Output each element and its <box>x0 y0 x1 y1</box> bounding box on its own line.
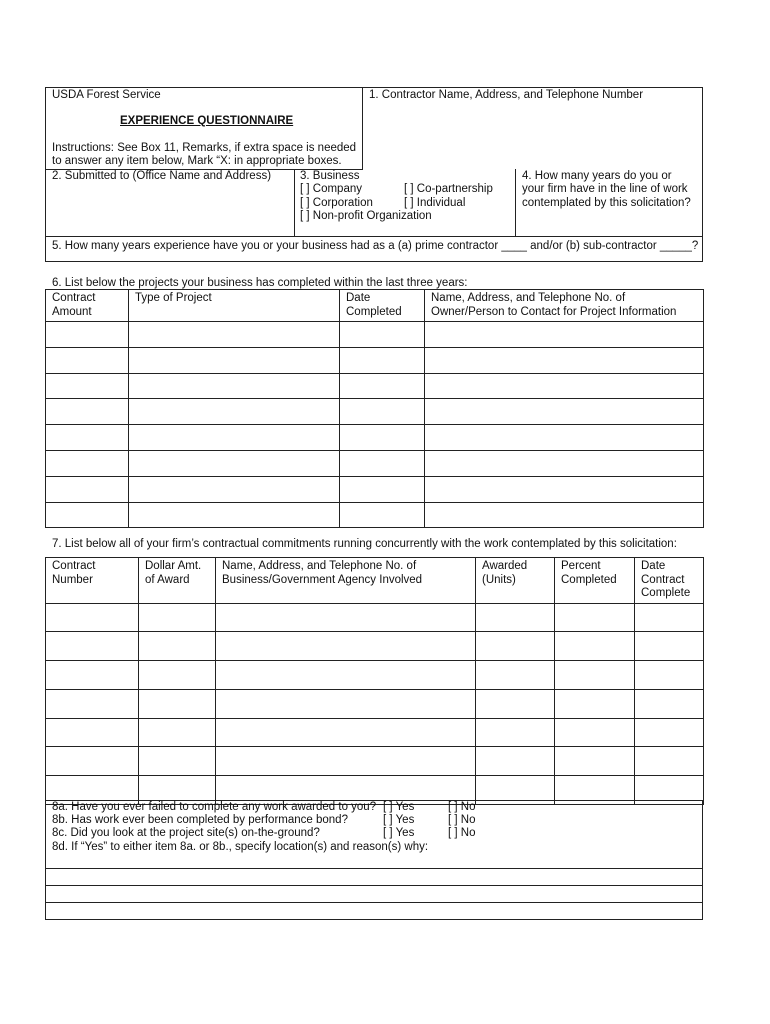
table-row <box>46 373 704 399</box>
question-8a: 8a. Have you ever failed to complete any work awarded to you? <box>52 801 377 813</box>
checkbox-copartnership[interactable]: [ ] Co-partnership <box>404 183 493 195</box>
box3-business-label: 3. Business <box>300 170 360 182</box>
commitments-header-text: Percent <box>561 560 601 572</box>
projects-cell[interactable] <box>340 347 425 373</box>
commitments-cell[interactable] <box>139 747 216 776</box>
projects-cell[interactable] <box>46 347 129 373</box>
commitments-cell[interactable] <box>216 747 476 776</box>
commitments-cell[interactable] <box>635 747 704 776</box>
projects-cell[interactable] <box>340 502 425 528</box>
instructions-line-1: Instructions: See Box 11, Remarks, if extra space is needed <box>52 142 357 154</box>
commitments-cell[interactable] <box>635 632 704 661</box>
projects-cell[interactable] <box>129 322 340 348</box>
projects-cell[interactable] <box>425 425 704 451</box>
commitments-cell[interactable] <box>555 747 635 776</box>
projects-cell[interactable] <box>46 425 129 451</box>
table-row <box>46 632 704 661</box>
projects-header-text: Date <box>346 292 371 304</box>
table-row <box>46 661 704 690</box>
commitments-cell[interactable] <box>555 603 635 632</box>
box4-years-line-3: contemplated by this solicitation? <box>522 197 691 209</box>
projects-cell[interactable] <box>129 373 340 399</box>
commitments-header-text <box>561 587 628 601</box>
checkbox-8c-yes[interactable]: [ ] Yes <box>383 827 415 839</box>
checkbox-individual[interactable]: [ ] Individual <box>404 197 466 209</box>
question-8d: 8d. If “Yes” to either item 8a. or 8b., specify location(s) and reason(s) why: <box>52 841 429 853</box>
commitments-header-col-6 <box>635 558 704 604</box>
projects-cell[interactable] <box>340 425 425 451</box>
commitments-cell[interactable] <box>139 632 216 661</box>
box4-years-line-2: your firm have in the line of work <box>522 183 688 195</box>
projects-cell[interactable] <box>340 450 425 476</box>
table-row <box>46 322 704 348</box>
projects-cell[interactable] <box>425 450 704 476</box>
projects-header-text: Type of Project <box>135 292 212 304</box>
commitments-header-text: Contract <box>52 560 96 572</box>
commitments-header-text: Business/Government Agency Involved <box>222 573 423 586</box>
divider-v-box4 <box>515 169 516 236</box>
instructions-line-2: to answer any item below, Mark “X: in appropriate boxes. <box>52 155 342 167</box>
projects-cell[interactable] <box>46 476 129 502</box>
commitments-header-text: Name, Address, and Telephone No. of <box>222 560 417 572</box>
projects-header-text: Amount <box>52 305 92 318</box>
table-row <box>46 476 704 502</box>
commitments-cell[interactable] <box>635 603 704 632</box>
commitments-cell[interactable] <box>555 689 635 718</box>
commitments-header-text: Completed <box>561 573 617 586</box>
commitments-cell[interactable] <box>635 661 704 690</box>
checkbox-8c-no[interactable]: [ ] No <box>448 827 476 839</box>
answer-field-1[interactable] <box>46 869 702 884</box>
projects-header-col-4 <box>425 290 704 322</box>
answer-field-2[interactable] <box>46 886 702 901</box>
commitments-cell[interactable] <box>46 718 139 747</box>
table-row <box>46 347 704 373</box>
checkbox-8b-yes[interactable]: [ ] Yes <box>383 814 415 826</box>
completed-projects-table <box>45 289 704 528</box>
commitments-cell[interactable] <box>139 661 216 690</box>
commitments-cell[interactable] <box>216 632 476 661</box>
commitments-cell[interactable] <box>216 603 476 632</box>
agency-name: USDA Forest Service <box>52 89 161 101</box>
commitments-cell[interactable] <box>139 689 216 718</box>
checkbox-8a-yes[interactable]: [ ] Yes <box>383 801 415 813</box>
projects-cell[interactable] <box>425 476 704 502</box>
concurrent-commitments-table <box>45 557 704 805</box>
commitments-header-text: of Award <box>145 573 190 586</box>
projects-cell[interactable] <box>340 373 425 399</box>
checkbox-company[interactable]: [ ] Company <box>300 183 362 195</box>
question-8c: 8c. Did you look at the project site(s) on-the-ground? <box>52 827 320 839</box>
table-row <box>46 603 704 632</box>
commitments-cell[interactable] <box>476 718 555 747</box>
commitments-cell[interactable] <box>46 632 139 661</box>
divider-v-header <box>362 87 363 169</box>
checkbox-8b-no[interactable]: [ ] No <box>448 814 476 826</box>
projects-cell[interactable] <box>46 399 129 425</box>
commitments-header-text: Number <box>52 573 93 586</box>
divider-h-box5 <box>45 236 703 237</box>
projects-header-col-3 <box>340 290 425 322</box>
table-row <box>46 450 704 476</box>
commitments-cell[interactable] <box>46 661 139 690</box>
commitments-cell[interactable] <box>46 747 139 776</box>
commitments-cell[interactable] <box>635 689 704 718</box>
projects-cell[interactable] <box>425 502 704 528</box>
projects-cell[interactable] <box>340 476 425 502</box>
commitments-header-col-3 <box>216 558 476 604</box>
box4-years-line-1: 4. How many years do you or <box>522 170 672 182</box>
answer-field-3[interactable] <box>46 903 702 919</box>
section7-title: 7. List below all of your firm’s contractual commitments running concurrently with the work contemplated by this solicitation: <box>52 538 677 550</box>
table-row <box>46 399 704 425</box>
commitments-cell[interactable] <box>476 632 555 661</box>
commitments-header-text <box>222 587 469 601</box>
commitments-header-text: Dollar Amt. <box>145 560 202 572</box>
contractor-info-field[interactable] <box>365 104 701 168</box>
commitments-header-text: Date <box>641 560 666 572</box>
commitments-cell[interactable] <box>555 718 635 747</box>
projects-header-text: Completed <box>346 305 402 318</box>
projects-cell[interactable] <box>425 347 704 373</box>
commitments-header-col-1 <box>46 558 139 604</box>
table-row <box>46 718 704 747</box>
table-row <box>46 747 704 776</box>
projects-cell[interactable] <box>46 373 129 399</box>
commitments-header-text: (Units) <box>482 573 516 586</box>
projects-header-text: Name, Address, and Telephone No. of <box>431 292 626 304</box>
commitments-cell[interactable] <box>139 603 216 632</box>
commitments-header-text: Complete <box>641 587 691 599</box>
commitments-cell[interactable] <box>635 718 704 747</box>
commitments-cell[interactable] <box>476 661 555 690</box>
box5-experience-question: 5. How many years experience have you or your business had as a (a) prime contractor ____ and/or (b) sub-contractor _____? <box>52 240 699 252</box>
projects-header-text: Owner/Person to Contact for Project Information <box>431 305 677 318</box>
checkbox-nonprofit[interactable]: [ ] Non-profit Organization <box>300 210 432 222</box>
commitments-header-col-4 <box>476 558 555 604</box>
table-row <box>46 689 704 718</box>
commitments-cell[interactable] <box>476 603 555 632</box>
projects-cell[interactable] <box>129 450 340 476</box>
projects-header-col-2 <box>129 290 340 322</box>
form-title: EXPERIENCE QUESTIONNAIRE <box>120 115 294 127</box>
commitments-header-text: Awarded <box>482 560 528 572</box>
projects-header-text: Contract <box>52 292 96 304</box>
commitments-cell[interactable] <box>46 689 139 718</box>
projects-cell[interactable] <box>129 399 340 425</box>
projects-cell[interactable] <box>46 450 129 476</box>
projects-cell[interactable] <box>425 399 704 425</box>
projects-cell[interactable] <box>46 322 129 348</box>
box1-contractor-label: 1. Contractor Name, Address, and Telephone Number <box>369 89 644 101</box>
projects-cell[interactable] <box>46 502 129 528</box>
commitments-cell[interactable] <box>555 661 635 690</box>
projects-cell[interactable] <box>340 322 425 348</box>
commitments-header-text <box>52 587 132 601</box>
commitments-cell[interactable] <box>476 747 555 776</box>
divider-v-box3 <box>294 169 295 236</box>
projects-cell[interactable] <box>129 425 340 451</box>
commitments-cell[interactable] <box>46 603 139 632</box>
commitments-cell[interactable] <box>216 689 476 718</box>
checkbox-corporation[interactable]: [ ] Corporation <box>300 197 373 209</box>
projects-cell[interactable] <box>340 399 425 425</box>
commitments-cell[interactable] <box>216 718 476 747</box>
projects-cell[interactable] <box>425 322 704 348</box>
table-row <box>46 502 704 528</box>
projects-cell[interactable] <box>129 347 340 373</box>
commitments-cell[interactable] <box>476 689 555 718</box>
projects-cell[interactable] <box>425 373 704 399</box>
commitments-cell[interactable] <box>555 632 635 661</box>
checkbox-8a-no[interactable]: [ ] No <box>448 801 476 813</box>
section6-title: 6. List below the projects your business has completed within the last three years: <box>52 277 468 289</box>
commitments-cell[interactable] <box>216 661 476 690</box>
commitments-header-col-2 <box>139 558 216 604</box>
commitments-header-col-5 <box>555 558 635 604</box>
box2-submitted-to-label: 2. Submitted to (Office Name and Address) <box>52 170 272 182</box>
projects-cell[interactable] <box>129 476 340 502</box>
projects-header-col-1 <box>46 290 129 322</box>
submitted-to-field[interactable] <box>47 185 292 235</box>
commitments-cell[interactable] <box>139 718 216 747</box>
commitments-header-text: Contract <box>641 573 685 586</box>
commitments-header-text <box>482 587 548 601</box>
question-8b: 8b. Has work ever been completed by performance bond? <box>52 814 348 826</box>
table-row <box>46 425 704 451</box>
commitments-header-text <box>145 587 209 601</box>
projects-cell[interactable] <box>129 502 340 528</box>
projects-header-text <box>135 306 333 320</box>
